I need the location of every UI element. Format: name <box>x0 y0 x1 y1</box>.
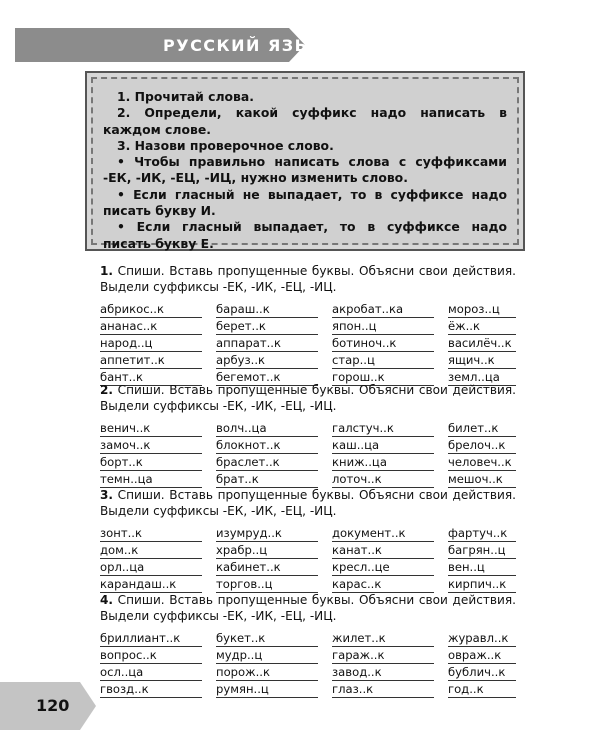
exercise-word: акробат..ка <box>332 301 434 318</box>
exercise-word: карас..к <box>332 576 434 593</box>
exercise-word: блокнот..к <box>216 437 318 454</box>
exercise-word: гараж..к <box>332 647 434 664</box>
exercise-1 <box>100 264 516 386</box>
exercise-word: год..к <box>448 681 516 698</box>
exercise-word: галстуч..к <box>332 420 434 437</box>
exercise-word: вопрос..к <box>100 647 202 664</box>
exercise-word: порож..к <box>216 664 318 681</box>
exercise-word: браслет..к <box>216 454 318 471</box>
exercise-word: книж..ца <box>332 454 434 471</box>
page-number-tab <box>0 682 96 730</box>
exercise-word: стар..ц <box>332 352 434 369</box>
exercise-instruction <box>100 593 516 624</box>
exercise-instruction <box>100 488 516 519</box>
exercise-word: бриллиант..к <box>100 630 202 647</box>
exercise-word: бараш..к <box>216 301 318 318</box>
exercise-instruction <box>100 264 516 295</box>
exercise-word: храбр..ц <box>216 542 318 559</box>
exercise-word: брат..к <box>216 471 318 488</box>
exercise-word: фартуч..к <box>448 525 516 542</box>
rule-step-3: 3. Назови проверочное слово. <box>117 137 334 153</box>
exercise-word: ананас..к <box>100 318 202 335</box>
exercise-word: брелоч..к <box>448 437 516 454</box>
rules-inner-frame <box>91 77 519 251</box>
rules-box <box>85 71 525 251</box>
exercise-word: карандаш..к <box>100 576 202 593</box>
exercise-word: лоточ..к <box>332 471 434 488</box>
exercise-word: кабинет..к <box>216 559 318 576</box>
word-grid <box>100 630 516 698</box>
exercise-word: народ..ц <box>100 335 202 352</box>
exercise-word: аппарат..к <box>216 335 318 352</box>
rule-note-change-word: • Чтобы правильно написать слова с суффиксами -ЕК, -ИК, -ЕЦ, -ИЦ, нужно изменить слово. <box>103 154 507 186</box>
exercise-word: мудр..ц <box>216 647 318 664</box>
exercise-word: абрикос..к <box>100 301 202 318</box>
exercise-word: бегемот..к <box>216 369 318 386</box>
exercise-word: человеч..к <box>448 454 516 471</box>
exercise-word: румян..ц <box>216 681 318 698</box>
exercise-word: багрян..ц <box>448 542 516 559</box>
exercise-word: василёч..к <box>448 335 516 352</box>
exercise-word: изумруд..к <box>216 525 318 542</box>
page-number: 120 <box>36 696 70 715</box>
exercise-word: бант..к <box>100 369 202 386</box>
exercise-number: 2. <box>100 383 114 397</box>
rule-note-vowel-drops: • Если гласный выпадает, то в суффиксе надо писать букву Е. <box>103 219 507 251</box>
exercise-number: 1. <box>100 264 114 278</box>
exercise-word: кресл..це <box>332 559 434 576</box>
exercise-word: горош..к <box>332 369 434 386</box>
exercise-text: Спиши. Вставь пропущенные буквы. Объясни свои действия. Выдели суффиксы -ЕК, -ИК, -ЕЦ, -ИЦ. <box>100 383 516 413</box>
exercise-word: берет..к <box>216 318 318 335</box>
exercise-word: бублич..к <box>448 664 516 681</box>
exercise-word: каш..ца <box>332 437 434 454</box>
exercise-word: арбуз..к <box>216 352 318 369</box>
word-grid <box>100 420 516 488</box>
exercise-number: 3. <box>100 488 114 502</box>
exercise-word: вен..ц <box>448 559 516 576</box>
exercise-word: венич..к <box>100 420 202 437</box>
word-grid <box>100 525 516 593</box>
exercise-text: Спиши. Вставь пропущенные буквы. Объясни свои действия. Выдели суффиксы -ЕК, -ИК, -ЕЦ, -ИЦ. <box>100 264 516 294</box>
exercise-word: документ..к <box>332 525 434 542</box>
exercise-text: Спиши. Вставь пропущенные буквы. Объясни свои действия. Выдели суффиксы -ЕК, -ИК, -ЕЦ, -ИЦ. <box>100 593 516 623</box>
exercise-word: аппетит..к <box>100 352 202 369</box>
exercise-word: ботиноч..к <box>332 335 434 352</box>
exercise-text: Спиши. Вставь пропущенные буквы. Объясни свои действия. Выдели суффиксы -ЕК, -ИК, -ЕЦ, -ИЦ. <box>100 488 516 518</box>
exercise-word: канат..к <box>332 542 434 559</box>
exercise-word: мешоч..к <box>448 471 516 488</box>
exercise-word: волч..ца <box>216 420 318 437</box>
rule-step-1: 1. Прочитай слова. <box>117 89 254 104</box>
exercise-2 <box>100 383 516 488</box>
exercise-4 <box>100 593 516 698</box>
exercise-word: торгов..ц <box>216 576 318 593</box>
rule-note-vowel-stays: • Если гласный не выпадает, то в суффиксе надо писать букву И. <box>103 186 507 219</box>
exercise-word: борт..к <box>100 454 202 471</box>
exercise-word: билет..к <box>448 420 516 437</box>
exercise-word: дом..к <box>100 542 202 559</box>
exercise-word: журавл..к <box>448 630 516 647</box>
exercise-word: кирпич..к <box>448 576 516 593</box>
exercise-word: ящич..к <box>448 352 516 369</box>
exercise-instruction <box>100 383 516 414</box>
exercise-word: мороз..ц <box>448 301 516 318</box>
exercise-3 <box>100 488 516 593</box>
exercise-word: гвозд..к <box>100 681 202 698</box>
exercise-word: земл..ца <box>448 369 516 386</box>
exercise-word: зонт..к <box>100 525 202 542</box>
exercise-word: овраж..к <box>448 647 516 664</box>
rule-step-2: 2. Определи, какой суффикс надо написать в каждом слове. <box>103 105 507 137</box>
exercise-word: темн..ца <box>100 471 202 488</box>
exercise-number: 4. <box>100 593 114 607</box>
exercise-word: ёж..к <box>448 318 516 335</box>
exercise-word: япон..ц <box>332 318 434 335</box>
exercise-word: завод..к <box>332 664 434 681</box>
word-grid <box>100 301 516 386</box>
exercise-word: осл..ца <box>100 664 202 681</box>
exercise-word: букет..к <box>216 630 318 647</box>
exercise-word: глаз..к <box>332 681 434 698</box>
exercise-word: жилет..к <box>332 630 434 647</box>
exercise-word: орл..ца <box>100 559 202 576</box>
section-title: РУССКИЙ ЯЗЫК <box>163 36 328 55</box>
section-header-banner <box>15 28 328 62</box>
exercise-word: замоч..к <box>100 437 202 454</box>
